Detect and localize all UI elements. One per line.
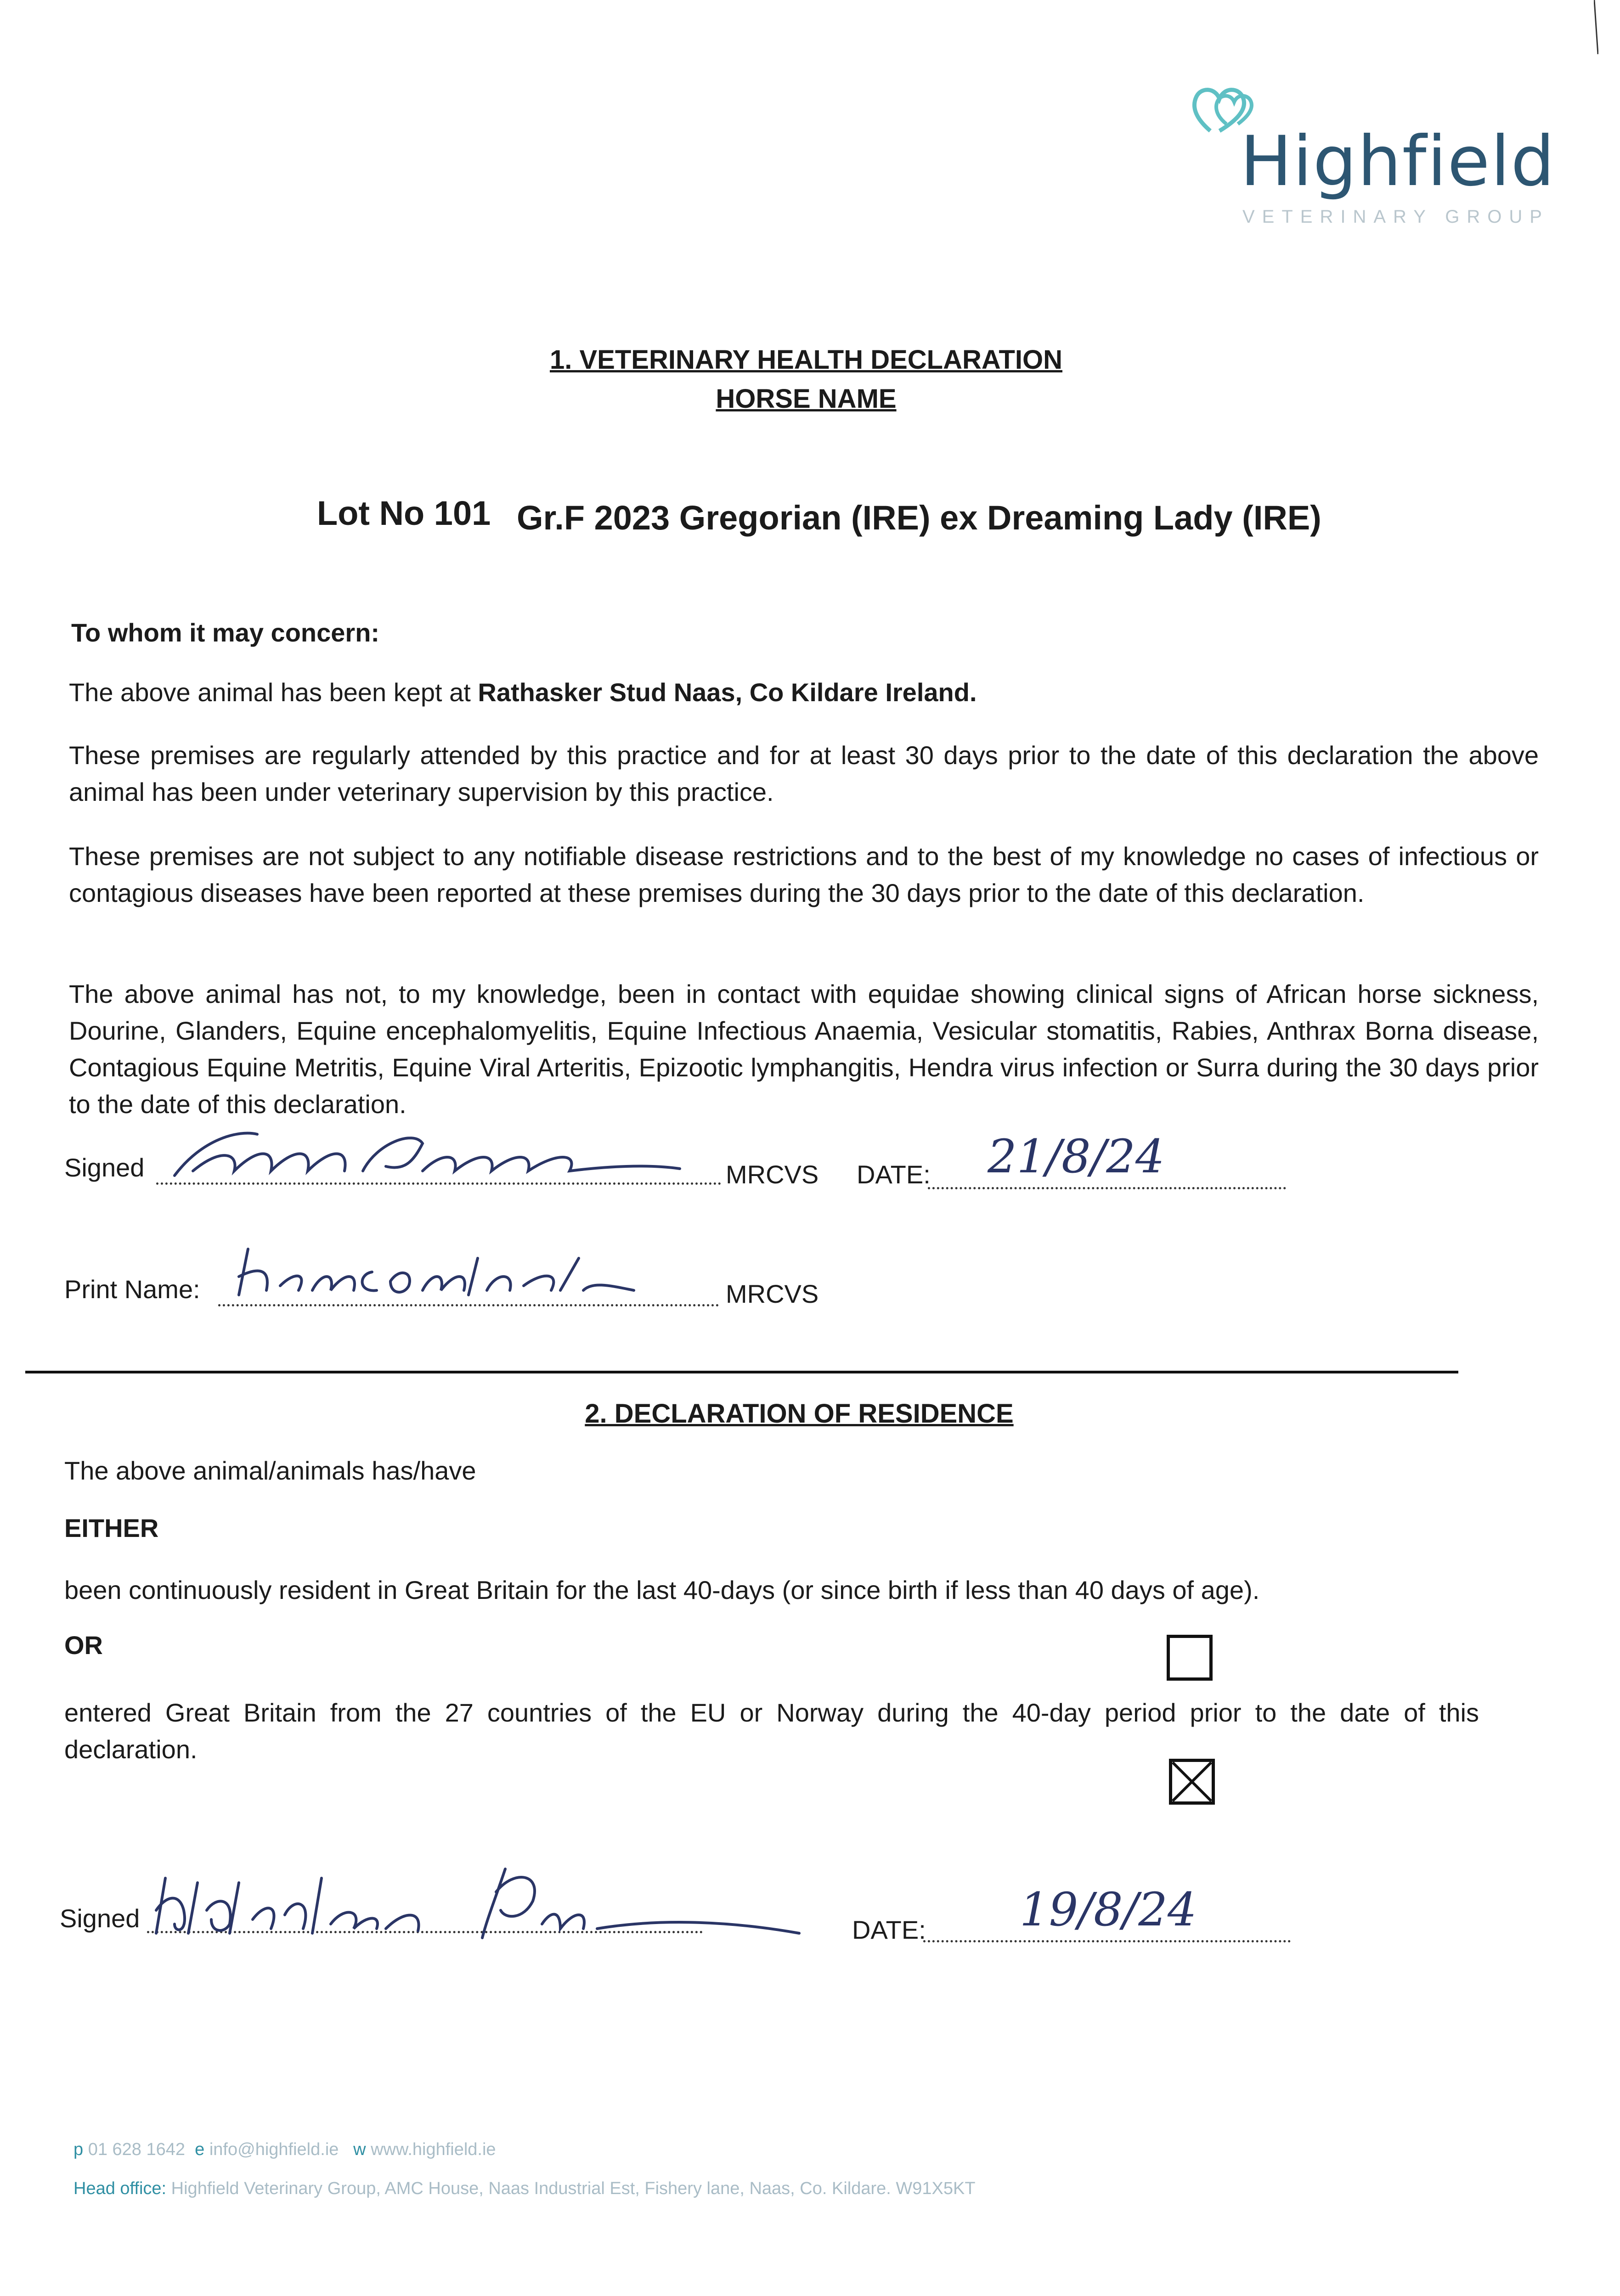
checkmark-x-icon [1169,1759,1215,1805]
restrictions-paragraph: These premises are not subject to any notifiable disease restrictions and to the best of my knowledge no cases of infectious or contagious diseases have been reported at these premises during the 30 days prior to the date of this declaration. [69,842,1539,907]
logo-subtitle: VETERINARY GROUP [1242,207,1549,227]
kept-at-paragraph [69,677,977,707]
residence-intro: The above animal/animals has/have [64,1456,476,1485]
option2-text: entered Great Britain from the 27 countries of the EU or Norway during the 40-day period prior to the date of this declaration. [64,1698,1479,1764]
option1-checkbox[interactable] [1167,1635,1213,1681]
email-link[interactable]: info@highfield.ie [209,2140,339,2159]
section-divider [25,1371,1458,1373]
residence-date-line [923,1940,1291,1942]
vet-signature [165,1120,694,1189]
print-name-label: Print Name: [64,1275,200,1304]
head-office-address: Highfield Veterinary Group, AMC House, Naas Industrial Est, Fishery lane, Naas, Co. Kildare. W91X5KT [171,2179,976,2198]
section1-heading: 1. VETERINARY HEALTH DECLARATION [549,345,1063,375]
date-label: DATE: [857,1160,931,1189]
vet-date-handwritten: 21/8/24 [988,1130,1165,1183]
supervision-paragraph: These premises are regularly attended by this practice and for at least 30 days prior to the date of this declaration the above animal has been under veterinary supervision by this practice. [69,741,1539,806]
either-label: EITHER [64,1514,159,1542]
option1-text: been continuously resident in Great Britain for the last 40-days (or since birth if less than 40 days of age). [64,1576,1260,1604]
email-label: e [195,2140,205,2159]
phone-number: 01 628 1642 [88,2140,186,2159]
contact-paragraph: The above animal has not, to my knowledge, been in contact with equidae showing clinical signs of African horse sickness, Dourine, Glanders, Equine encephalomyelitis, Equine Infectious Anaemia, Vesicular stomatitis, Rabies, Anthrax Borna disease, Contagious Equine Metritis, Equine Viral Arteritis, Epizootic lymphangitis, Hendra virus infection or Surra during the 30 days prior to the date of this declaration. [69,979,1539,1119]
logo-wordmark: Highfield [1240,122,1556,202]
signed-label: Signed [64,1153,145,1182]
phone-label: p [73,2140,84,2159]
residence-signed-label: Signed [60,1904,140,1933]
head-office-label: Head office: [73,2179,167,2198]
print-mrcvs-label: MRCVS [726,1279,819,1308]
web-label: w [353,2140,366,2159]
premises-name: Rathasker Stud Naas, Co Kildare Ireland. [478,678,977,707]
option2-checkbox[interactable] [1169,1759,1215,1805]
horse-description: Gr.F 2023 Gregorian (IRE) ex Dreaming Lady (IRE) [517,499,1321,537]
residence-date-handwritten: 19/8/24 [1020,1883,1197,1936]
scan-mark [1594,0,1598,55]
or-label: OR [64,1631,103,1660]
web-link[interactable]: www.highfield.ie [371,2140,496,2159]
lot-number: Lot No 101 [317,494,491,532]
residence-date-label: DATE: [852,1915,926,1944]
section2-heading: 2. DECLARATION OF RESIDENCE [585,1399,1014,1429]
footer-contact [73,2140,496,2160]
date-line [928,1187,1286,1189]
mrcvs-label: MRCVS [726,1160,819,1189]
vet-printed-name-handwriting [230,1231,643,1309]
residence-signature [147,1841,813,1947]
horse-name-heading: HORSE NAME [716,384,897,414]
kept-at-text: The above animal has been kept at [69,678,478,707]
footer-head-office [73,2179,976,2199]
salutation: To whom it may concern: [71,618,380,647]
